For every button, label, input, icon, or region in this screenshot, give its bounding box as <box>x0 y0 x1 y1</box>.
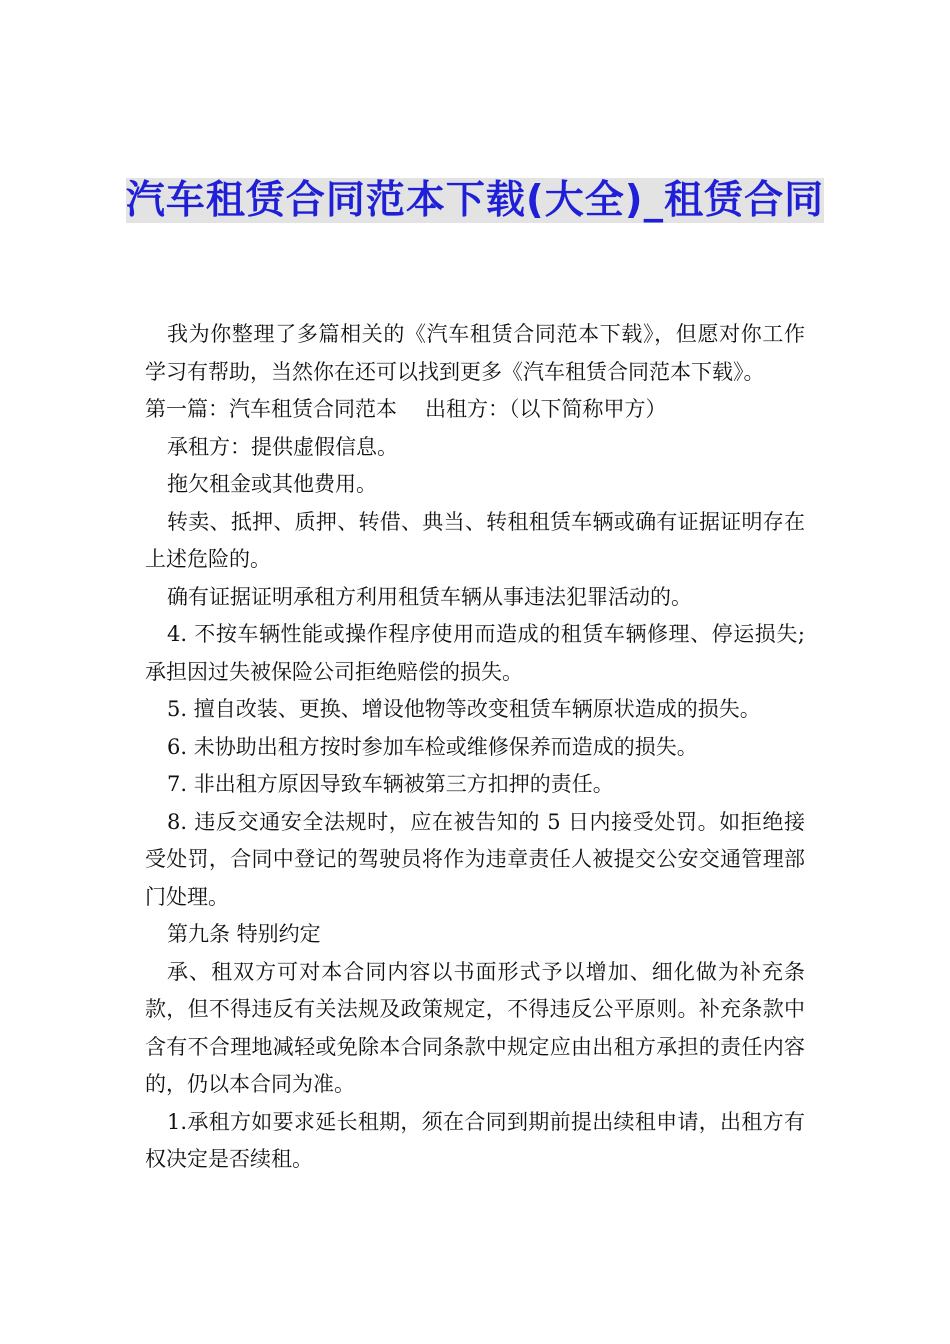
paragraph: 承租方：提供虚假信息。 <box>167 434 398 459</box>
paragraph: 拖欠租金或其他费用。 <box>167 472 377 496</box>
intro-paragraph: 我为你整理了多篇相关的《汽车租赁合同范本下载》，但愿对你工作学习有帮助，当然你在还可以找到更多《汽车租赁合同范本下载》。 <box>145 322 805 384</box>
paragraph: 承、租双方可对本合同内容以书面形式予以增加、细化做为补充条款，但不得违反有关法规及政策规定，不得违反公平原则。补充条款中含有不合理地减轻或免除本合同条款中规定应由出租方承担的责任内容的，仍以本合同为准。 <box>145 959 805 1096</box>
paragraph: 7. 非出租方原因导致车辆被第三方扣押的责任。 <box>167 772 614 796</box>
paragraph: 确有证据证明承租方利用租赁车辆从事违法犯罪活动的。 <box>167 584 692 609</box>
document-body <box>145 316 805 1179</box>
article-heading: 第九条 特别约定 <box>167 922 321 946</box>
paragraph: 5. 擅自改装、更换、增设他物等改变租赁车辆原状造成的损失。 <box>167 697 761 721</box>
document-title: 汽车租赁合同范本下载(大全)_租赁合同 <box>125 178 825 223</box>
paragraph: 8. 违反交通安全法规时，应在被告知的 5 日内接受处罚。如拒绝接受处罚，合同中登记的驾驶员将作为违章责任人被提交公安交通管理部门处理。 <box>145 809 805 909</box>
paragraph: 转卖、抵押、质押、转借、典当、转租租赁车辆或确有证据证明存在上述危险的。 <box>145 509 805 571</box>
lessor-label: 出租方：（以下简称甲方） <box>425 397 667 421</box>
paragraph: 4. 不按车辆性能或操作程序使用而造成的租赁车辆修理、停运损失;承担因过失被保险公司拒绝赔偿的损失。 <box>145 622 805 684</box>
paragraph: 6. 未协助出租方按时参加车检或维修保养而造成的损失。 <box>167 734 698 759</box>
section-heading-line <box>145 391 805 429</box>
paragraph: 1.承租方如要求延长租期，须在合同到期前提出续租申请，出租方有权决定是否续租。 <box>145 1109 805 1171</box>
title-block <box>100 174 850 228</box>
section-heading: 第一篇：汽车租赁合同范本 <box>145 397 397 421</box>
